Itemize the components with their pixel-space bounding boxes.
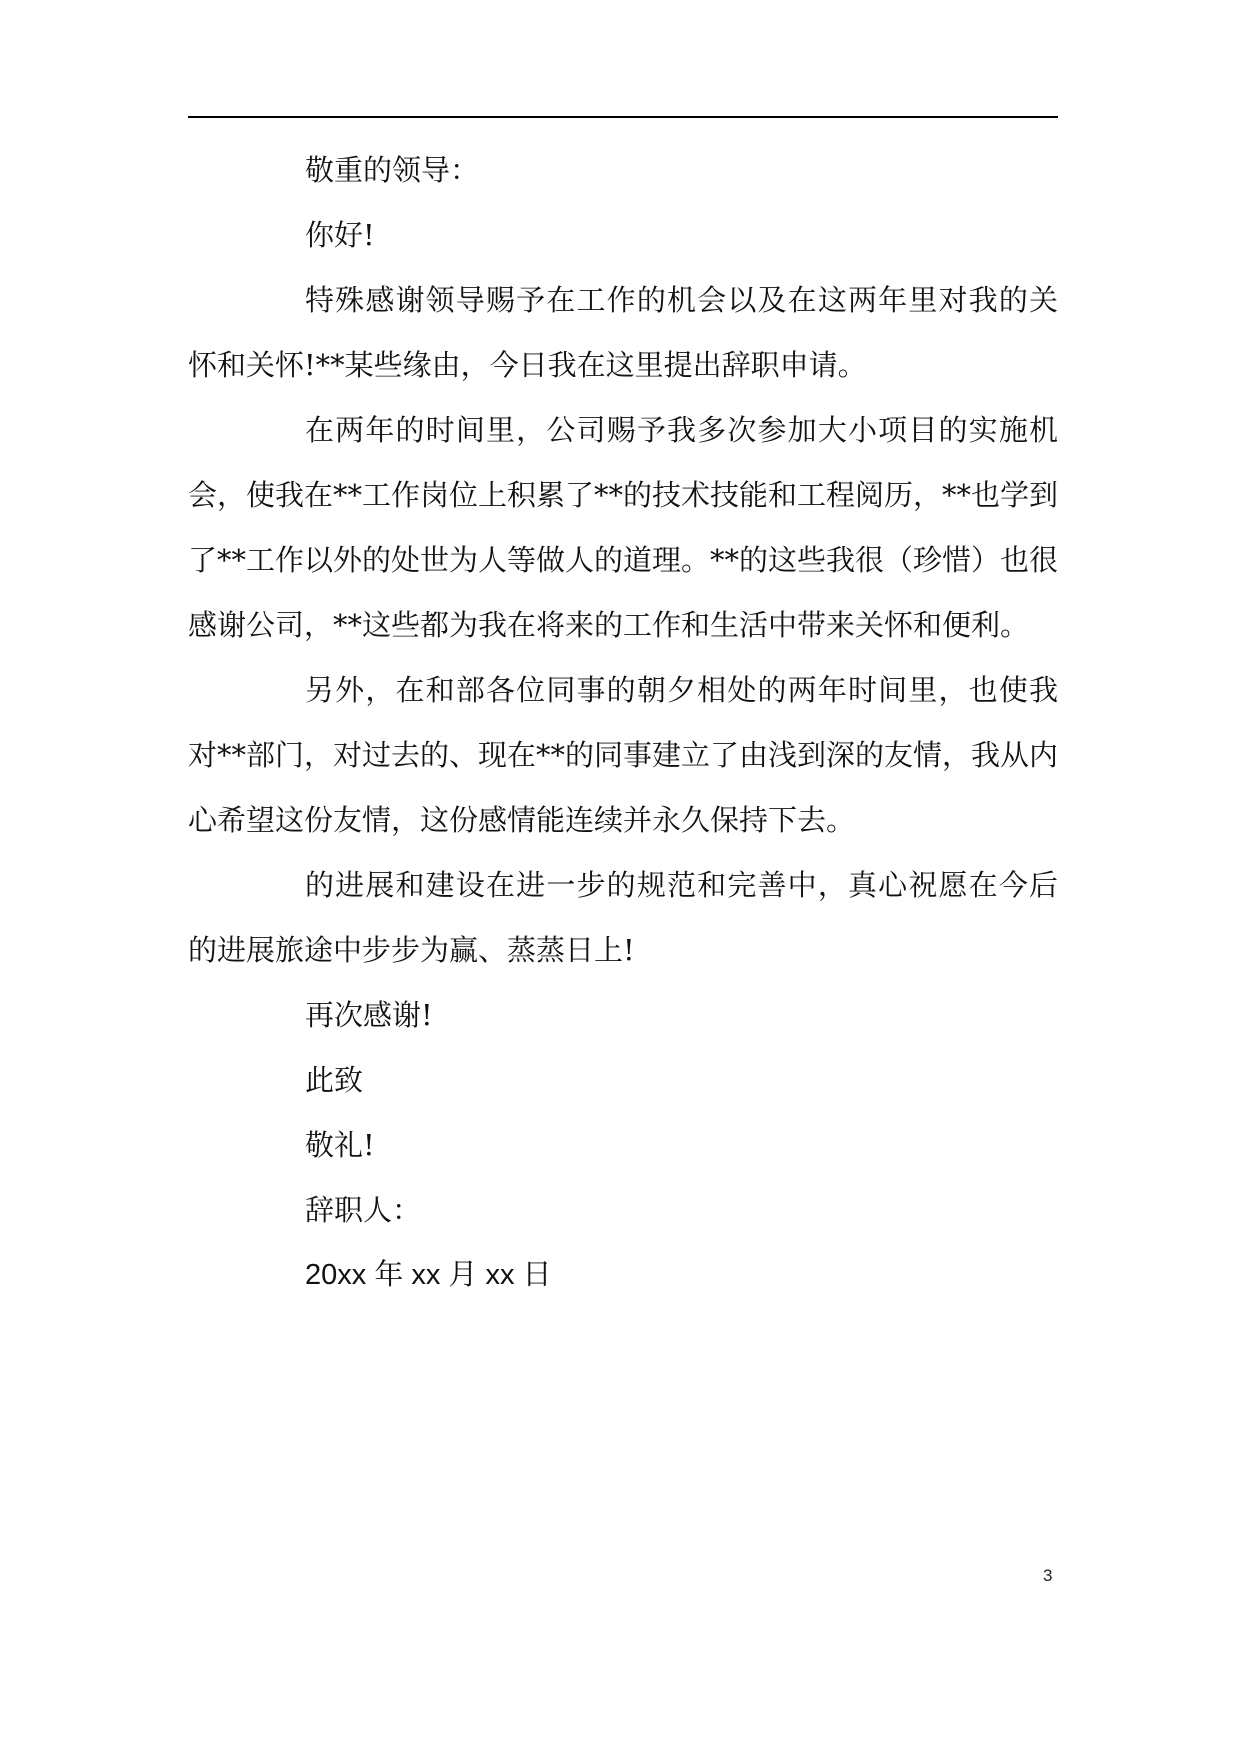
signer-label: 辞职人： <box>305 1193 422 1227</box>
paragraph-experience: 在两年的时间里，公司赐予我多次参加大小项目的实施机会，使我在**工作岗位上积累了**的技术技能和工程阅历，**也学到了**工作以外的处世为人等做人的道理。**的这些我很（珍惜）也很感谢公司，**这些都为我在将来的工作和生活中带来关怀和便利。 <box>188 413 1059 642</box>
greeting: 你好! <box>305 218 375 252</box>
paragraph-wishes: 的进展和建设在进一步的规范和完善中，真心祝愿在今后的进展旅途中步步为赢、蒸蒸日上! <box>188 868 1058 967</box>
closing-jing-li: 敬礼! <box>305 1128 375 1162</box>
page-number: 3 <box>1043 1566 1053 1585</box>
letter-body <box>188 138 1058 1308</box>
thanks-again: 再次感谢! <box>305 998 433 1032</box>
date: 20xx 年 xx 月 xx 日 <box>305 1259 552 1291</box>
salutation: 敬重的领导： <box>305 153 480 187</box>
paragraph-thanks: 特殊感谢领导赐予在工作的机会以及在这两年里对我的关怀和关怀!**某些缘由，今日我在这里提出辞职申请。 <box>188 283 1058 382</box>
header-rule <box>188 116 1058 118</box>
closing-ci-zhi: 此致 <box>305 1063 364 1097</box>
paragraph-colleagues: 另外，在和部各位同事的朝夕相处的两年时间里，也使我对**部门，对过去的、现在**的同事建立了由浅到深的友情，我从内心希望这份友情，这份感情能连续并永久保持下去。 <box>188 673 1059 837</box>
